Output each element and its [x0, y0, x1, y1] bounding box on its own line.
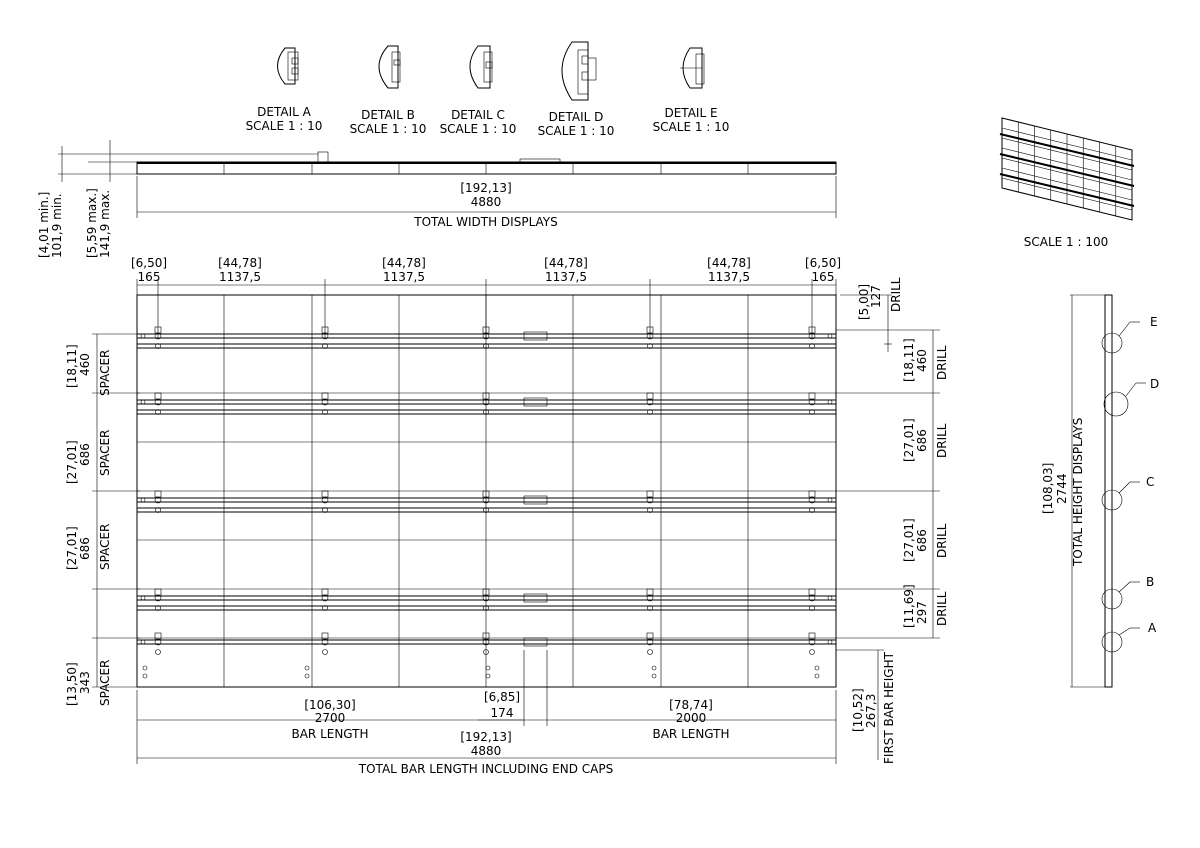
bar1-label: BAR LENGTH: [291, 727, 369, 741]
detail-e-scale: SCALE 1 : 10: [652, 120, 730, 134]
bar-joint: [524, 594, 547, 602]
bar-endcap: [141, 498, 145, 502]
left-dim-1-in: [18,11]: [65, 344, 79, 388]
gap-in: [6,85]: [483, 690, 521, 704]
right-dim-2-mm: 460: [915, 349, 929, 372]
top-dim-5-in: [44,78]: [707, 256, 751, 270]
bar-endcap: [828, 596, 832, 600]
left-dim-4-in: [13,50]: [65, 662, 79, 706]
bar-endcap: [141, 596, 145, 600]
bar-endcap: [141, 400, 145, 404]
callout-circle-d: [1104, 392, 1128, 416]
bracket-hook: [809, 589, 815, 595]
height-label: TOTAL HEIGHT DISPLAYS: [1071, 417, 1085, 566]
detail-d-drawing: [562, 42, 596, 100]
detail-b-name: DETAIL B: [361, 108, 415, 122]
bracket-hook: [322, 393, 328, 399]
callout-e: E: [1150, 315, 1158, 329]
bracket-hook: [647, 393, 653, 399]
top-dim-6-in: [6,50]: [804, 256, 842, 270]
detail-a-scale: SCALE 1 : 10: [245, 119, 323, 133]
detail-e-name: DETAIL E: [664, 106, 718, 120]
lower-fixing: [305, 674, 309, 678]
lower-fixing: [143, 666, 147, 670]
total-width-in: [192,13]: [460, 181, 512, 195]
left-dim-1-label: SPACER: [98, 349, 112, 396]
bar-joint: [524, 398, 547, 406]
bar-endcap: [828, 640, 832, 644]
lower-fixing: [652, 674, 656, 678]
mounting-bar-lower: [137, 410, 836, 414]
right-dim-5-in: [11,69]: [902, 584, 916, 628]
first-bar-mm: 267,3: [864, 693, 878, 728]
top-dim-4-mm: 1137,5: [545, 270, 587, 284]
lower-fixing: [143, 674, 147, 678]
right-dim-1-mm: 127: [869, 285, 883, 308]
bar1-in: [106,30]: [304, 698, 356, 712]
detail-b-scale: SCALE 1 : 10: [349, 122, 427, 136]
depth-min-in: [4,01 min.]: [37, 191, 51, 258]
mounting-bar-lower: [137, 344, 836, 348]
mounting-bar: [137, 596, 836, 600]
right-dim-4-mm: 686: [915, 529, 929, 552]
bracket-hook: [647, 589, 653, 595]
total-bar-label: TOTAL BAR LENGTH INCLUDING END CAPS: [358, 762, 614, 776]
top-dim-2-mm: 1137,5: [219, 270, 261, 284]
top-view: [58, 140, 836, 182]
bracket-hook: [155, 589, 161, 595]
bar-endcap: [141, 640, 145, 644]
callout-c: C: [1146, 475, 1155, 489]
detail-c-drawing: [470, 46, 492, 88]
lower-fixing: [305, 666, 309, 670]
front-view: [137, 295, 836, 687]
bar-endcap: [828, 334, 832, 338]
height-in: [108,03]: [1041, 462, 1055, 514]
right-dim-4-in: [27,01]: [902, 518, 916, 562]
left-dim-2-label: SPACER: [98, 429, 112, 476]
gap-mm: 174: [490, 706, 514, 720]
bracket-hook: [647, 491, 653, 497]
lower-fixing: [486, 666, 490, 670]
left-dim-3-in: [27,01]: [65, 526, 79, 570]
mounting-bar: [137, 400, 836, 404]
left-dim-2-in: [27,01]: [65, 440, 79, 484]
total-bar-in: [192,13]: [460, 730, 512, 744]
first-bar-in: [10,52]: [851, 688, 865, 732]
right-dim-4-label: DRILL: [935, 523, 949, 558]
top-dim-lines: [137, 279, 836, 338]
left-dim-4-label: SPACER: [98, 659, 112, 706]
callout-a: A: [1148, 621, 1157, 635]
bracket-hook: [155, 393, 161, 399]
top-dim-1-in: [6,50]: [130, 256, 168, 270]
top-dim-4-in: [44,78]: [544, 256, 588, 270]
bar2-in: [78,74]: [669, 698, 713, 712]
right-dim-3-label: DRILL: [935, 423, 949, 458]
bracket-hook: [809, 491, 815, 497]
left-dim-3-mm: 686: [78, 537, 92, 560]
bar-endcap: [828, 400, 832, 404]
bracket-hook: [322, 589, 328, 595]
total-width-label: TOTAL WIDTH DISPLAYS: [414, 215, 558, 229]
iso-scale-label: SCALE 1 : 100: [1023, 235, 1109, 249]
bracket-bolt-lower: [648, 650, 653, 655]
left-dim-2-mm: 686: [78, 443, 92, 466]
mounting-bar-lower: [137, 508, 836, 512]
right-dim-2-label: DRILL: [935, 345, 949, 380]
bracket-hook: [155, 491, 161, 497]
top-dim-1-mm: 165: [137, 270, 161, 284]
detail-a-drawing: [278, 48, 299, 84]
isometric-view: [1000, 118, 1134, 220]
right-dim-5-mm: 297: [915, 601, 929, 624]
mounting-bar: [137, 334, 836, 338]
bracket-bolt-lower: [156, 650, 161, 655]
mounting-bar-lower: [137, 606, 836, 610]
top-dim-6-mm: 165: [811, 270, 835, 284]
bar-joint: [524, 332, 547, 340]
right-dim-2-in: [18,11]: [902, 338, 916, 382]
depth-max-mm: 141,9 max.: [98, 189, 112, 258]
depth-max-in: [5,59 max.]: [85, 188, 99, 258]
detail-b-drawing: [379, 46, 400, 88]
bar2-mm: 2000: [675, 711, 707, 725]
bracket-hook: [322, 491, 328, 497]
bar-joint: [524, 496, 547, 504]
right-dim-5-label: DRILL: [935, 591, 949, 626]
lower-fixing: [652, 666, 656, 670]
right-dim-1-label: DRILL: [889, 277, 903, 312]
bar2-label: BAR LENGTH: [652, 727, 730, 741]
callout-b: B: [1146, 575, 1155, 589]
lower-fixing: [815, 674, 819, 678]
first-bar-label: FIRST BAR HEIGHT: [882, 652, 896, 764]
bracket-bolt-lower: [810, 650, 815, 655]
total-bar-mm: 4880: [470, 744, 502, 758]
callout-d: D: [1150, 377, 1160, 391]
detail-c-name: DETAIL C: [451, 108, 505, 122]
detail-d-name: DETAIL D: [548, 110, 604, 124]
bar-endcap: [141, 334, 145, 338]
top-dim-3-mm: 1137,5: [383, 270, 425, 284]
bracket-hook: [809, 393, 815, 399]
depth-min-mm: 101,9 min.: [50, 193, 64, 258]
lower-fixing: [486, 674, 490, 678]
detail-d-scale: SCALE 1 : 10: [537, 124, 615, 138]
left-dim-4-mm: 343: [78, 671, 92, 694]
left-dim-1-mm: 460: [78, 353, 92, 376]
height-mm: 2744: [1055, 473, 1069, 504]
top-dim-3-in: [44,78]: [382, 256, 426, 270]
right-dim-3-in: [27,01]: [902, 418, 916, 462]
detail-c-scale: SCALE 1 : 10: [439, 122, 517, 136]
detail-a-name: DETAIL A: [257, 105, 311, 119]
bracket-bolt-lower: [323, 650, 328, 655]
mounting-bar: [137, 498, 836, 502]
right-dim-3-mm: 686: [915, 429, 929, 452]
mounting-bar: [137, 640, 836, 644]
top-dim-5-mm: 1137,5: [708, 270, 750, 284]
detail-e-drawing: [680, 48, 704, 88]
bar1-mm: 2700: [314, 711, 346, 725]
total-width-mm: 4880: [470, 195, 502, 209]
bar-endcap: [828, 498, 832, 502]
bar-joint: [524, 638, 547, 646]
right-dim-1-in: [5,00]: [857, 283, 871, 320]
left-dim-3-label: SPACER: [98, 523, 112, 570]
lower-fixing: [815, 666, 819, 670]
top-dim-2-in: [44,78]: [218, 256, 262, 270]
